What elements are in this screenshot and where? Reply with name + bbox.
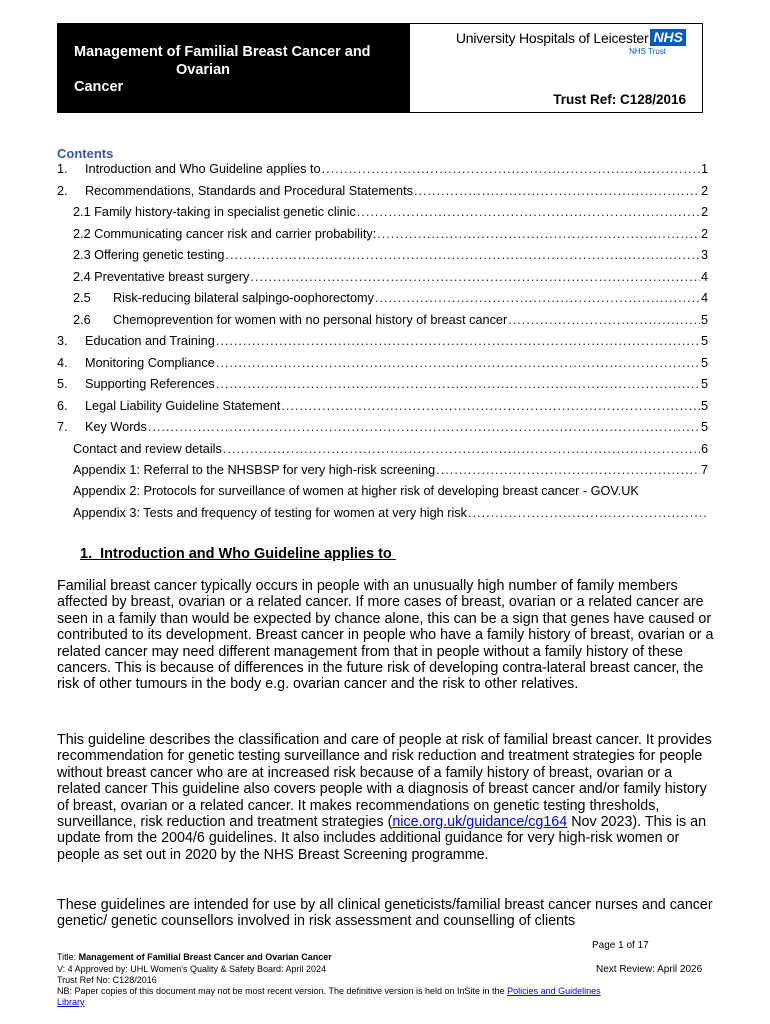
document-title-line1: Management of Familial Breast Cancer and [74, 44, 371, 60]
toc-leader-dots [281, 399, 700, 413]
footer-version: V: 4 Approved by: UHL Women's Quality & Safety Board: April 2024 [57, 964, 327, 974]
toc-item-page: 5 [700, 334, 708, 348]
toc-item-label: 2.2 Communicating cancer risk and carrier probability: [73, 227, 377, 241]
paragraph-text-a: This guideline describes the classification and care of people at risk of familial breast cancer. It provides recommendation for genetic testing surveillance and risk reduction and treatment strategies for people without breast cancer who are at increased risk because of a family history of breast, ovarian or a related cancer This guideline also covers people with a diagnosis of breast cancer and/or family history of breast, ovarian or a related cancer. It makes recommendations on genetic testing thresholds, surveillance, risk reduction and treatment strategies ( [57, 732, 712, 831]
document-title-line3: Cancer [74, 79, 124, 95]
toc-item-page: 4 [700, 291, 708, 305]
toc-item[interactable] [57, 313, 708, 329]
footer-next-review: Next Review: April 2026 [596, 964, 703, 975]
footer-nb-cont [57, 997, 85, 1007]
toc-item-label: Chemoprevention for women with no personal history of breast cancer [113, 313, 508, 327]
paragraph-text-b: Nov 2023). This is an update from the 2004/6 guidelines. It also includes additional guidance for very high-risk women or people as set out in 2020 by the NHS Breast Screening programme. [57, 814, 707, 863]
toc-leader-dots [225, 248, 700, 262]
library-link[interactable]: Library [57, 997, 85, 1007]
nhs-logo-icon: NHS [650, 29, 686, 46]
toc-item[interactable] [57, 291, 708, 307]
toc-leader-dots [414, 184, 700, 198]
toc-item-page: 2 [700, 184, 708, 198]
toc-item-number: 4. [57, 356, 68, 370]
toc-leader-dots [468, 506, 707, 520]
toc-item-label: Introduction and Who Guideline applies to [85, 162, 321, 176]
nhs-logo [456, 29, 686, 47]
contents-heading: Contents [57, 146, 114, 161]
footer-trust-ref: Trust Ref No: C128/2016 [57, 975, 157, 985]
toc-item-label: Recommendations, Standards and Procedural Statements [85, 184, 413, 198]
toc-item-label: Appendix 2: Protocols for surveillance of women at higher risk of developing breast cancer - GOV.UK [73, 484, 639, 498]
toc-item[interactable] [73, 463, 708, 479]
toc-item[interactable] [57, 420, 708, 436]
toc-item-page: 6 [700, 442, 708, 456]
paragraph-text: These guidelines are intended for use by all clinical geneticists/familial breast cancer nurses and cancer genetic/ genetic counsellors involved in risk assessment and counselling of clients [57, 897, 713, 930]
toc-item-number: 6. [57, 399, 68, 413]
toc-item-page: 1 [700, 162, 708, 176]
toc-leader-dots [216, 334, 700, 348]
toc-item-number: 2.5 [73, 291, 91, 305]
toc-leader-dots [322, 162, 700, 176]
toc-item-label: Education and Training [85, 334, 215, 348]
header-right [410, 24, 702, 112]
toc-item-number: 1. [57, 162, 68, 176]
toc-item-label: Risk-reducing bilateral salpingo-oophorectomy [113, 291, 374, 305]
toc-leader-dots [216, 356, 700, 370]
footer-title-label: Title: [57, 952, 79, 962]
toc-item-page: 5 [700, 399, 708, 413]
toc-item-page: 5 [700, 377, 708, 391]
toc-item-page: 3 [700, 248, 708, 262]
toc-item[interactable] [73, 506, 708, 522]
toc-leader-dots [148, 420, 700, 434]
toc-item[interactable] [73, 442, 708, 458]
toc-item-page: 5 [700, 313, 708, 327]
toc-item[interactable] [57, 334, 708, 350]
toc-item-label: Legal Liability Guideline Statement [85, 399, 281, 413]
toc-item[interactable] [73, 227, 708, 243]
toc-item-label: Supporting References [85, 377, 215, 391]
toc-item[interactable] [57, 399, 708, 415]
toc-item[interactable] [57, 162, 708, 178]
footer-nb [57, 986, 601, 996]
toc-item-page: 7 [700, 463, 708, 477]
toc-item-label: 2.4 Preventative breast surgery [73, 270, 250, 284]
nhs-trust-label: NHS Trust [629, 47, 666, 56]
toc-leader-dots [216, 377, 700, 391]
footer-title-value: Management of Familial Breast Cancer and Ovarian Cancer [78, 952, 332, 962]
section-heading: 1. Introduction and Who Guideline applies to [80, 546, 396, 562]
toc-item[interactable] [73, 484, 708, 500]
paragraph-text: Familial breast cancer typically occurs in people with an unusually high number of family members affected by breast, ovarian or a related cancer. If more cases of breast, ovarian or a related cancer are seen in a family than would be expected by chance alone, this can be a sign that genes have caused or contributed to its development. Breast cancer in people who have a family history of breast, ovarian or a related cancer may need different management from that in people without a family history of these cancers. This is because of differences in the future risk of developing contra-lateral breast cancer, the risk of other tumours in the body e.g. ovarian cancer and the risk to other relatives. [57, 578, 714, 693]
toc-item[interactable] [57, 356, 708, 372]
toc-item-label: Monitoring Compliance [85, 356, 215, 370]
toc-leader-dots [436, 463, 700, 477]
toc-item-label: Appendix 1: Referral to the NHSBSP for very high-risk screening [73, 463, 436, 477]
footer-title [57, 952, 332, 962]
toc-item-page: 4 [700, 270, 708, 284]
trust-ref: Trust Ref: C128/2016 [553, 92, 686, 107]
toc-item[interactable] [57, 377, 708, 393]
toc-item[interactable] [73, 248, 708, 264]
toc-leader-dots [250, 270, 700, 284]
toc-item-number: 2.6 [73, 313, 91, 327]
toc-leader-dots [357, 205, 700, 219]
toc-item-label: Appendix 3: Tests and frequency of testing for women at very high risk [73, 506, 467, 520]
paragraph-2 [57, 732, 717, 863]
toc-item-number: 3. [57, 334, 68, 348]
page-number: Page 1 of 17 [592, 940, 649, 951]
toc-leader-dots [223, 442, 700, 456]
policies-link[interactable]: Policies and Guidelines [507, 986, 601, 996]
paragraph-text [57, 732, 717, 863]
toc-item-number: 7. [57, 420, 68, 434]
org-name: University Hospitals of Leicester [455, 30, 649, 46]
toc-item-label: 2.1 Family history-taking in specialist genetic clinic [73, 205, 356, 219]
title-box [58, 24, 410, 112]
toc-item-page: 5 [700, 420, 708, 434]
document-header [57, 23, 703, 113]
toc-leader-dots [375, 291, 700, 305]
paragraph-1 [57, 578, 717, 693]
toc-item-page: 5 [700, 356, 708, 370]
footer-nb-text: NB: Paper copies of this document may not be most recent version. The definitive version is held on InSite in the [57, 986, 508, 996]
nice-guidance-link[interactable]: nice.org.uk/guidance/cg164 [392, 814, 568, 831]
toc-item-label: Key Words [85, 420, 147, 434]
toc-item[interactable] [73, 270, 708, 286]
toc-item-label: 2.3 Offering genetic testing [73, 248, 225, 262]
toc-item[interactable] [73, 205, 708, 221]
toc-item-number: 2. [57, 184, 68, 198]
paragraph-3 [57, 897, 717, 930]
toc-item-page: 2 [700, 227, 708, 241]
toc-item-label: Contact and review details [73, 442, 222, 456]
toc-item-page: 2 [700, 205, 708, 219]
document-title-line2: Ovarian [176, 62, 230, 78]
toc-item-number: 5. [57, 377, 68, 391]
toc-item[interactable] [57, 184, 708, 200]
toc-leader-dots [377, 227, 700, 241]
toc-leader-dots [508, 313, 700, 327]
